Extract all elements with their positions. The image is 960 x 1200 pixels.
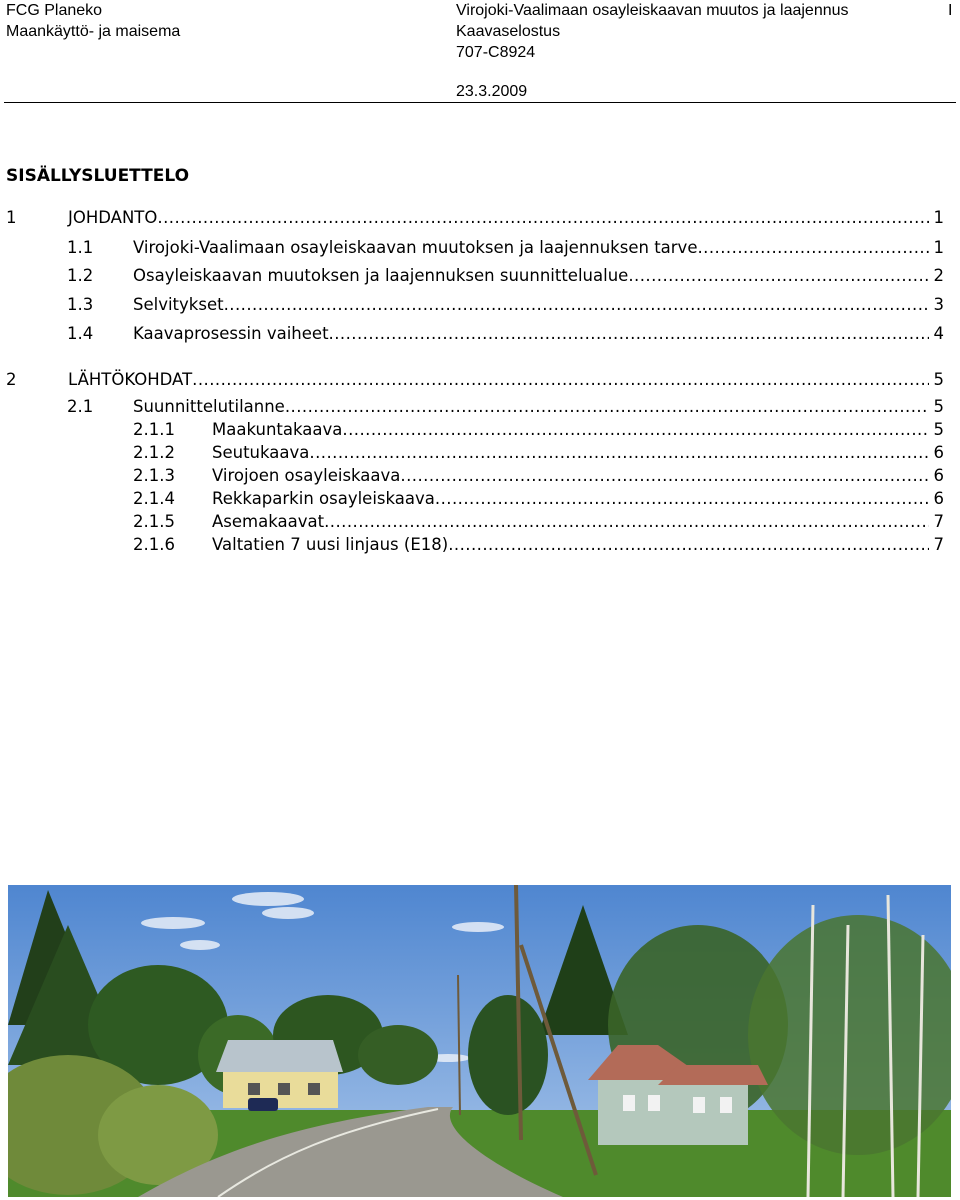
toc-leader-dots bbox=[400, 466, 928, 485]
toc-entry-title: Valtatien 7 uusi linjaus (E18) bbox=[212, 535, 449, 554]
toc-entry-title: Virojoen osayleiskaava bbox=[212, 466, 401, 485]
toc-entry-title: Maakuntakaava bbox=[212, 420, 343, 439]
toc-entry-number: 2 bbox=[6, 370, 17, 389]
toc-entry-page: 7 bbox=[933, 512, 944, 531]
toc-entry[interactable] bbox=[67, 295, 944, 319]
toc-entry-number: 2.1.2 bbox=[133, 443, 175, 462]
toc-entry-number: 1.4 bbox=[67, 324, 94, 343]
project-code: 707-C8924 bbox=[456, 44, 536, 61]
toc-entry-title: Suunnittelutilanne bbox=[133, 397, 285, 416]
toc-entry[interactable] bbox=[67, 324, 944, 348]
toc-entry[interactable] bbox=[133, 443, 944, 467]
toc-entry-page: 7 bbox=[933, 535, 944, 554]
toc-entry[interactable] bbox=[133, 489, 944, 513]
toc-leader-dots bbox=[324, 512, 928, 531]
toc-entry-number: 2.1.4 bbox=[133, 489, 175, 508]
toc-entry-number: 2.1.3 bbox=[133, 466, 175, 485]
car bbox=[248, 1098, 278, 1111]
toc-entry-page: 5 bbox=[933, 370, 944, 389]
toc-entry-number: 2.1 bbox=[67, 397, 94, 416]
toc-title: SISÄLLYSLUETTELO bbox=[6, 166, 190, 186]
toc-entry-title: Selvitykset bbox=[133, 295, 224, 314]
toc-entry[interactable] bbox=[133, 535, 944, 559]
toc-entry[interactable] bbox=[6, 370, 944, 394]
toc-entry-number: 2.1.5 bbox=[133, 512, 175, 531]
toc-entry[interactable] bbox=[67, 238, 944, 262]
toc-entry[interactable] bbox=[133, 420, 944, 444]
toc-entry-title: LÄHTÖKOHDAT bbox=[68, 370, 193, 389]
toc-entry-page: 4 bbox=[933, 324, 944, 343]
toc-entry-page: 6 bbox=[933, 466, 944, 485]
toc-leader-dots bbox=[309, 443, 928, 462]
toc-entry[interactable] bbox=[67, 397, 944, 421]
document-date: 23.3.2009 bbox=[456, 83, 528, 100]
toc-leader-dots bbox=[435, 489, 929, 508]
header-left bbox=[6, 0, 180, 42]
toc-leader-dots bbox=[628, 266, 928, 285]
toc-entry-title: Kaavaprosessin vaiheet bbox=[133, 324, 329, 343]
toc-leader-dots bbox=[285, 397, 929, 416]
village-road-photo bbox=[8, 885, 951, 1197]
toc-entry-title: Seutukaava bbox=[212, 443, 310, 462]
toc-entry-title: Asemakaavat bbox=[212, 512, 325, 531]
toc-entry-page: 6 bbox=[933, 489, 944, 508]
toc-entry-page: 3 bbox=[933, 295, 944, 314]
page-number: I bbox=[948, 2, 953, 19]
toc-entry-page: 5 bbox=[933, 397, 944, 416]
toc-entry-number: 1 bbox=[6, 208, 17, 227]
toc-entry-number: 2.1.6 bbox=[133, 535, 175, 554]
toc-entry-page: 5 bbox=[933, 420, 944, 439]
toc-entry-number: 1.3 bbox=[67, 295, 94, 314]
toc-leader-dots bbox=[224, 295, 929, 314]
document-type: Kaavaselostus bbox=[456, 23, 561, 40]
toc-entry[interactable] bbox=[133, 512, 944, 536]
yellow-house bbox=[216, 1040, 343, 1108]
header-divider bbox=[4, 102, 956, 103]
toc-leader-dots bbox=[329, 324, 929, 343]
department-name: Maankäyttö- ja maisema bbox=[6, 23, 181, 40]
company-name: FCG Planeko bbox=[6, 2, 103, 19]
toc-entry-page: 6 bbox=[933, 443, 944, 462]
toc-entry-page: 1 bbox=[933, 238, 944, 257]
toc-entry-page: 1 bbox=[933, 208, 944, 227]
toc-entry-title: Rekkaparkin osayleiskaava bbox=[212, 489, 435, 508]
toc-entry-title: Osayleiskaavan muutoksen ja laajennuksen suunnittelualue bbox=[133, 266, 629, 285]
toc-entry-number: 2.1.1 bbox=[133, 420, 175, 439]
header-center bbox=[456, 0, 849, 63]
toc-entry-number: 1.1 bbox=[67, 238, 94, 257]
toc-entry[interactable] bbox=[133, 466, 944, 490]
toc-leader-dots bbox=[157, 208, 928, 227]
toc-leader-dots bbox=[697, 238, 928, 257]
toc-leader-dots bbox=[342, 420, 928, 439]
toc-entry[interactable] bbox=[6, 208, 944, 232]
toc-leader-dots bbox=[192, 370, 928, 389]
toc-entry[interactable] bbox=[67, 266, 944, 290]
toc-entry-number: 1.2 bbox=[67, 266, 94, 285]
page-header bbox=[0, 0, 960, 104]
toc-entry-title: JOHDANTO bbox=[68, 208, 158, 227]
project-title: Virojoki-Vaalimaan osayleiskaavan muutos ja laajennus bbox=[456, 2, 849, 19]
toc-entry-page: 2 bbox=[933, 266, 944, 285]
toc-entry-title: Virojoki-Vaalimaan osayleiskaavan muutoksen ja laajennuksen tarve bbox=[133, 238, 698, 257]
toc-leader-dots bbox=[448, 535, 928, 554]
